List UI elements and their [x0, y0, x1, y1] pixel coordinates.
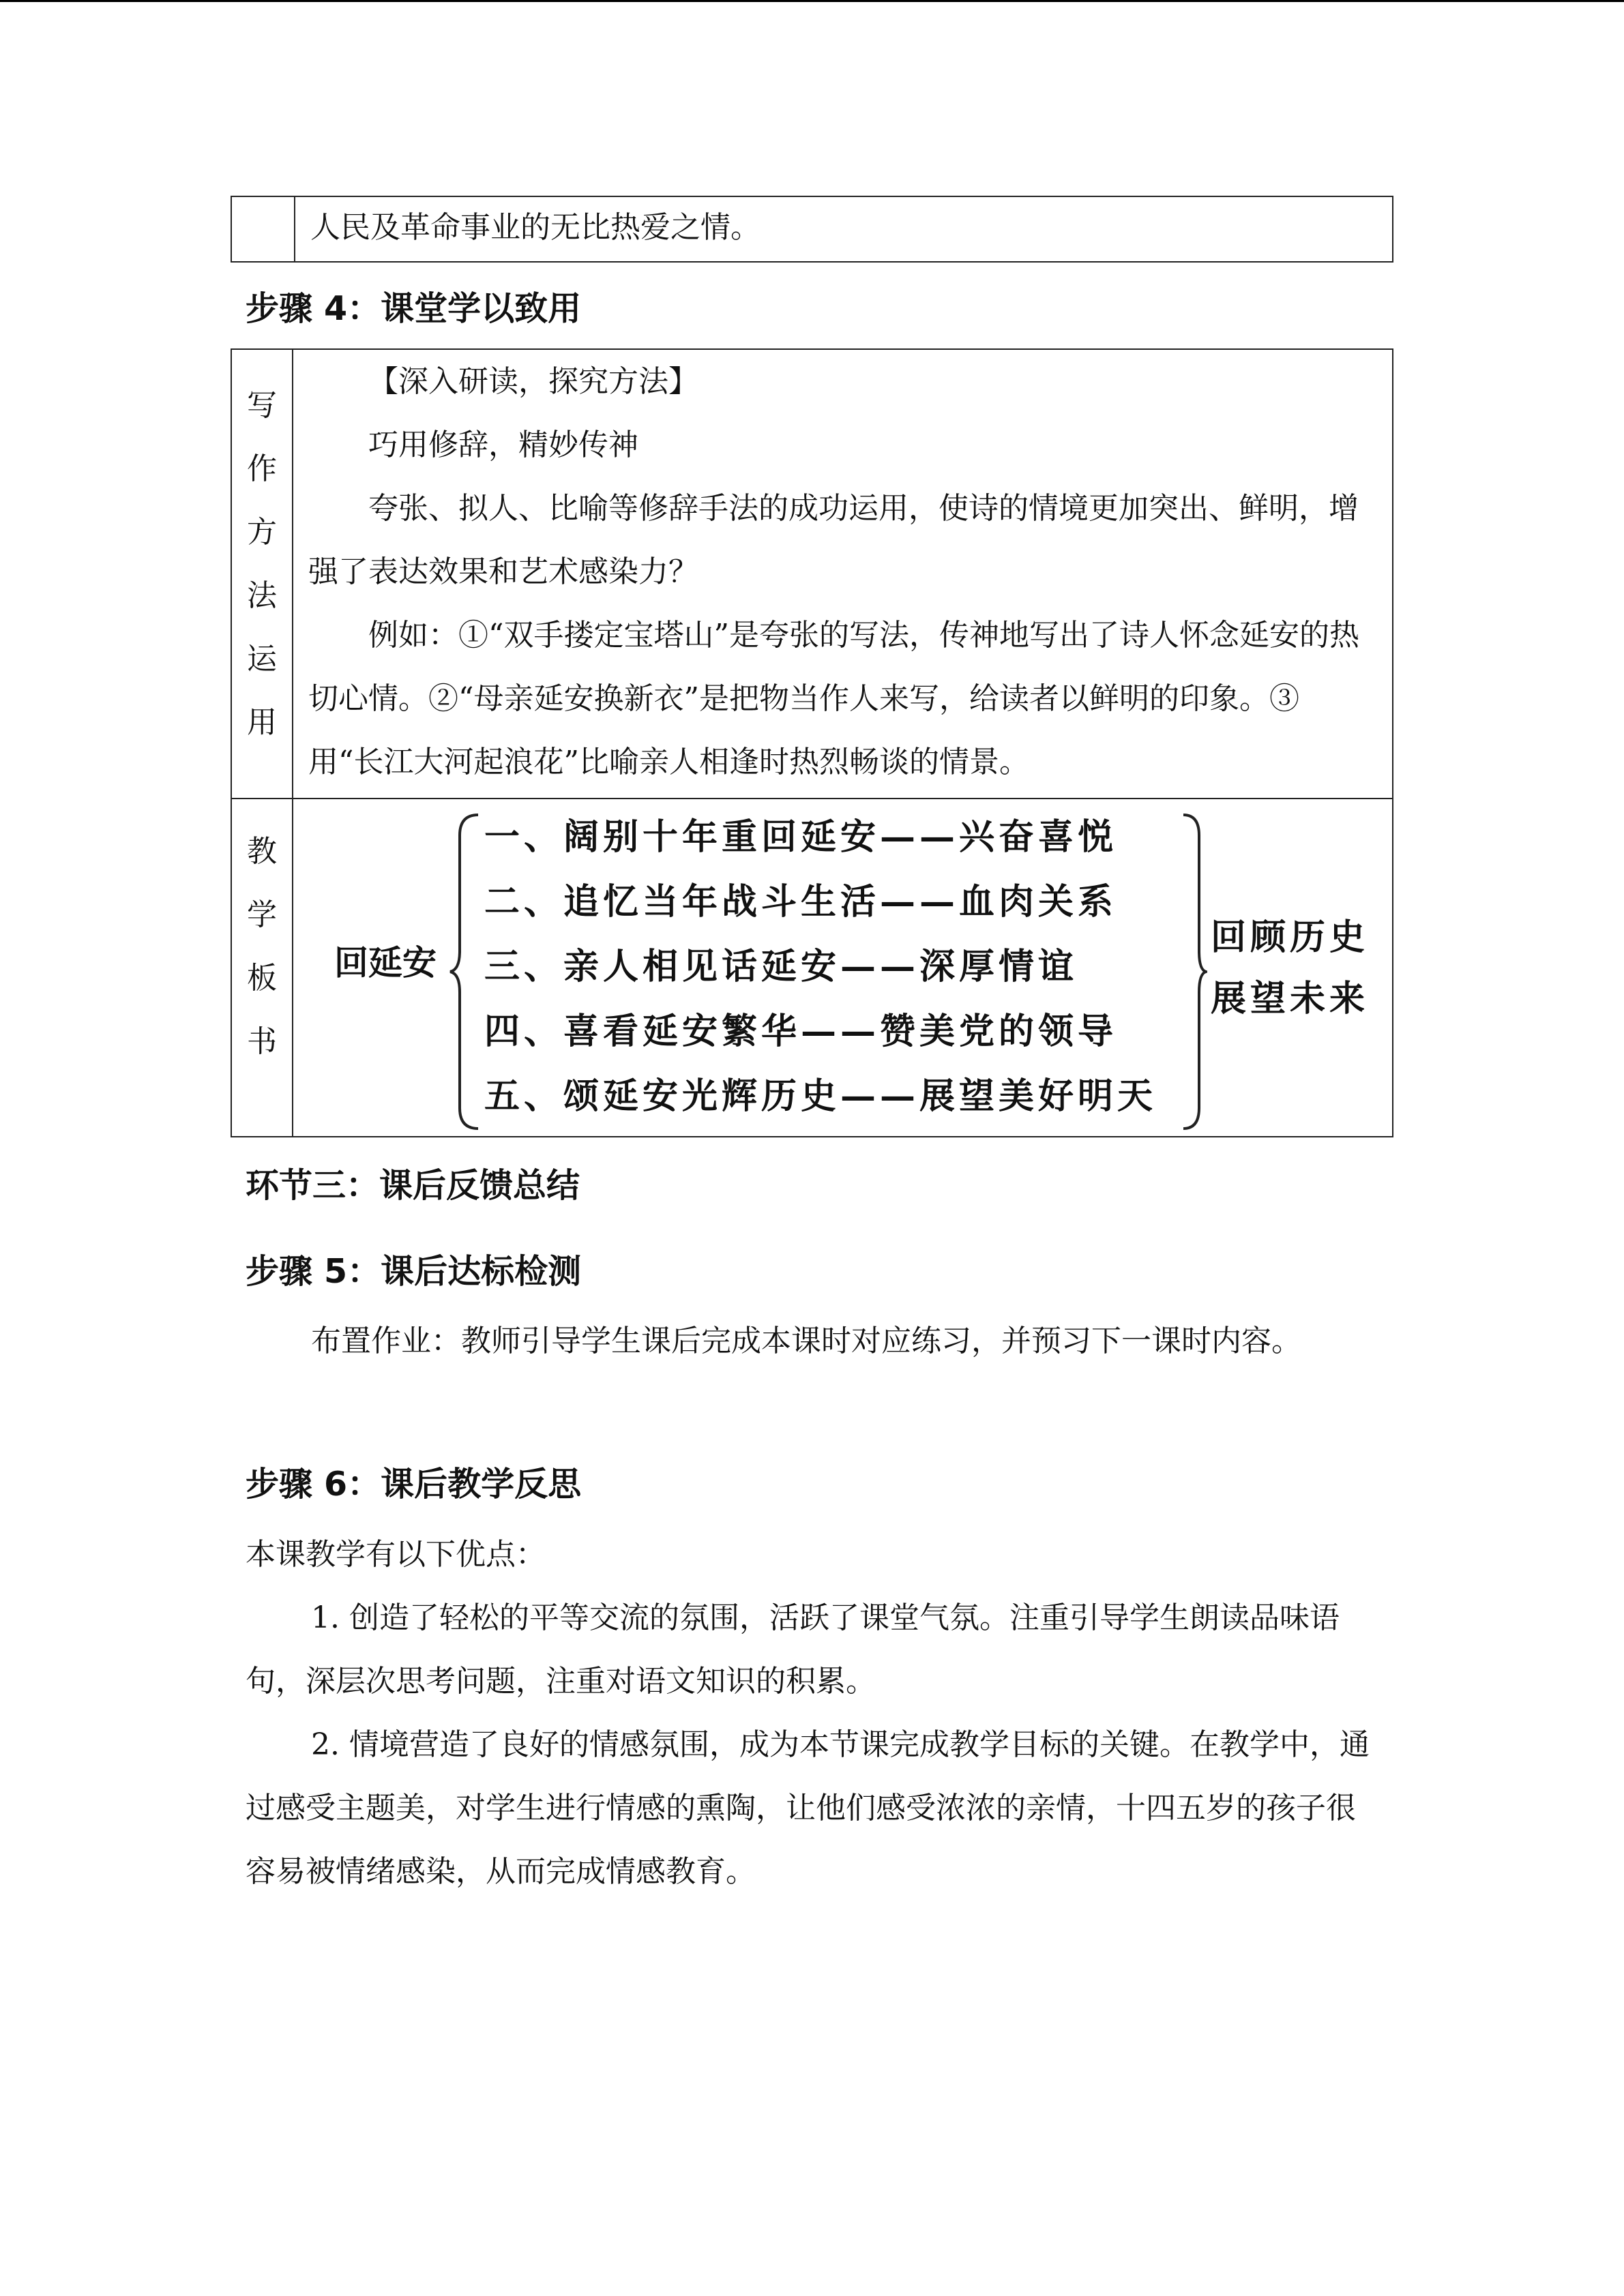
writing-label-char: 写: [247, 388, 277, 423]
board-label-char: 教: [247, 834, 277, 869]
board-label-char: 书: [247, 1024, 277, 1059]
step4-heading: 步骤 4：课堂学以致用: [246, 289, 582, 328]
step5-heading: 步骤 5：课后达标检测: [246, 1252, 582, 1291]
writing-para: 【深入研读，探究方法】: [368, 364, 698, 399]
empty-label-cell: [231, 196, 295, 262]
right-brace-icon: [1180, 811, 1207, 1132]
continuation-cell: 人民及革命事业的无比热爱之情。: [295, 196, 1393, 262]
left-brace-icon: [447, 811, 482, 1132]
board-line: 四、喜看延安繁华——赞美党的领导: [484, 1011, 1118, 1052]
section3-heading: 环节三：课后反馈总结: [246, 1166, 580, 1205]
writing-label-char: 作: [247, 451, 277, 486]
continuation-table: [231, 196, 1393, 263]
writing-method-label-cell: [231, 349, 293, 799]
step6-heading: 步骤 6：课后教学反思: [246, 1465, 582, 1504]
step4-table: [231, 348, 1393, 1137]
writing-para: 例如：①“双手搂定宝塔山”是夸张的写法，传神地写出了诗人怀念延安的热切心情。②“母亲延安换新衣”是把物当作人来写，给读者以鲜明的印象。③用“长江大河起浪花”比喻亲人相逢时热烈畅谈的情景。: [308, 618, 1359, 779]
board-label-char: 学: [247, 897, 277, 932]
board-line: 三、亲人相见话延安——深厚情谊: [484, 946, 1078, 987]
blackboard-outline: [293, 799, 1392, 1136]
writing-para: 巧用修辞，精妙传神: [368, 428, 638, 462]
writing-label-char: 法: [247, 578, 277, 613]
board-summary-line: 展望未来: [1211, 978, 1370, 1019]
board-center-title: 回延安: [334, 942, 437, 983]
board-line: 二、追忆当年战斗生活——血肉关系: [484, 881, 1118, 923]
step5-text: 布置作业：教师引导学生课后完成本课时对应练习，并预习下一课时内容。: [311, 1324, 1301, 1358]
writing-label-char: 用: [247, 705, 277, 740]
step6-point: 1. 创造了轻松的平等交流的氛围，活跃了课堂气氛。注重引导学生朗读品味语句，深层次思考问题，注重对语文知识的积累。: [246, 1600, 1340, 1699]
step6-intro: 本课教学有以下优点：: [246, 1537, 546, 1572]
writing-label-char: 运: [247, 642, 277, 676]
step6-point: 2. 情境营造了良好的情感氛围，成为本节课完成教学目标的关键。在教学中，通过感受主题美，对学生进行情感的熏陶，让他们感受浓浓的亲情，十四五岁的孩子很容易被情绪感染，从而完成情感教育。: [246, 1727, 1370, 1889]
page-top-rule: [0, 0, 1624, 2]
board-line: 五、颂延安光辉历史——展望美好明天: [484, 1075, 1157, 1117]
board-label-char: 板: [247, 961, 277, 996]
writing-label-char: 方: [247, 515, 277, 550]
board-content-cell: [293, 799, 1393, 1137]
writing-para: 夸张、拟人、比喻等修辞手法的成功运用，使诗的情境更加突出、鲜明，增强了表达效果和艺术感染力？: [308, 491, 1359, 589]
board-line: 一、阔别十年重回延安——兴奋喜悦: [484, 816, 1118, 858]
board-summary-line: 回顾历史: [1211, 916, 1370, 958]
board-label-cell: [231, 799, 293, 1137]
writing-method-content-cell: [293, 349, 1393, 799]
